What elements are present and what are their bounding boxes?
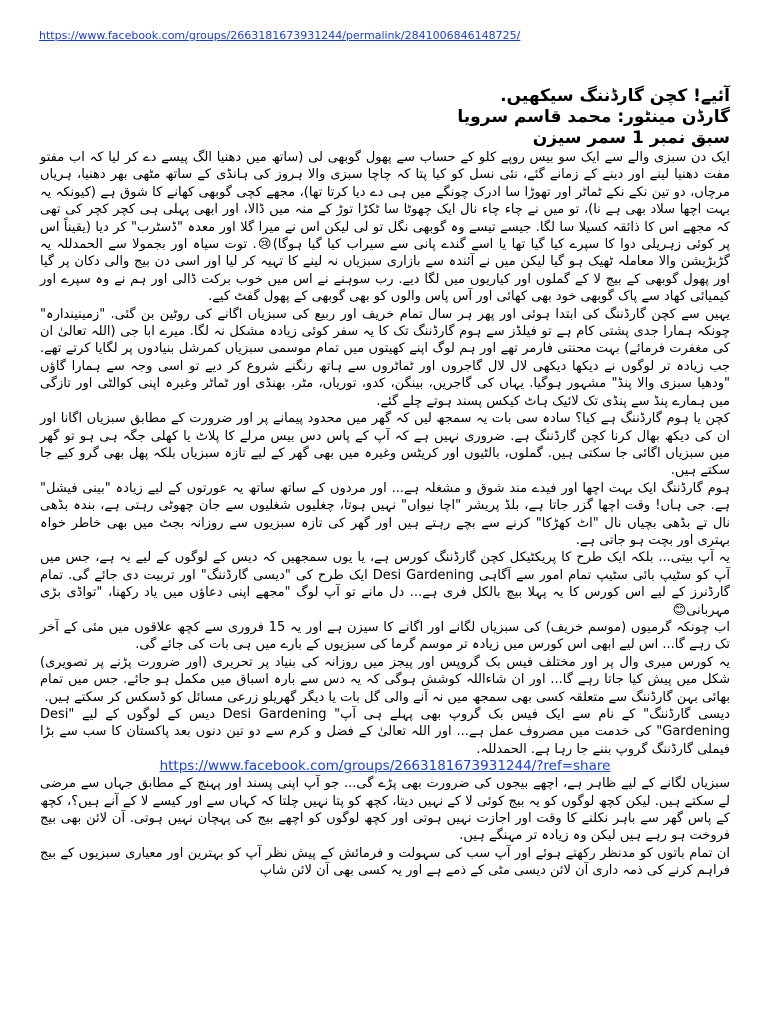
- paragraph-beginning: یہیں سے کچن گارڈننگ کی ابتدا ہوئی اور پھر ہر سال تمام خریف اور ربیع کی سبزیاں اگانے کی روٹین بن گئی. "زمینیندارہ" چونکہ ہمارا جدی پشتی کام ہے تو فیلڈز سے ہوم گارڈننگ تک کا یہ سفر کوئی زیادہ مشکل نہ لگا. میرے ابا جی (اللہ تعالیٰ ان کی مغفرت فرمائے) بہت محنتی فارمر تھے اور ہم لوگ اپنے کھیتوں میں تمام موسمی سبزیاں کمرشل بنیادوں پر لگایا کرتے تھے. جب زیادہ تر لوگوں نے دیکھا دیکھی لال لال گاجروں اور ٹماٹروں سے ہاتھ رنگنے شروع کر دیے تو اسی وجہ سے ہمارا گاؤں "ودھیا سبزی والا پنڈ" مشہور ہوگیا. یہاں کی گاجریں، بینگن، کدو، توریاں، مٹر، بھنڈی اور ٹماٹر وغیرہ اپنی کوالٹی اور تازگی میں ہمارے پنڈ سے پنڈی تک لائیک ہاٹ کیکس پسند ہوتے چلے گئے.: [40, 306, 730, 409]
- group-share-link[interactable]: https://www.facebook.com/groups/2663181673931244/?ref=share: [159, 758, 611, 775]
- paragraph-online-shop: ان تمام باتوں کو مدنظر رکھتے ہوئے اور آپ سب کی سہولت و فرمائش کے پیش نظر آپ کو بہترین اور معیاری سبزیوں کے بیج فراہم کرنے کی ذمہ داری آن لائن دیسی مٹی کے ذمے ہے اور یہ کسی بھی آن لائن شاپ: [40, 845, 730, 879]
- paragraph-course: یہ آپ بیتی... بلکہ ایک طرح کا پریکٹیکل کچن گارڈننگ کورس ہے، یا یوں سمجھیں کہ دیس کے لوگوں کے لیے یہ ہے، جس میں آپ کو سٹیپ بائی سٹیپ تمام امور سے آگاہی Desi Gardening ایک طرح کی "دیسی گارڈننگ" اور تربیت دی جائے گی. تمام گارڈنرز کے لیے اس کورس کا یہ پہلا بیچ بالکل فری ہے... دل مانے تو آپ لوگ "مجھے اپنی دعاؤں میں یاد رکھنا، "تواڈی بڑی مہربانی😊: [40, 550, 730, 618]
- article-body: [40, 86, 730, 880]
- paragraph-format: یہ کورس میری وال پر اور مختلف فیس بک گروپس اور پیجز میں روزانہ کی بنیاد پر تحریری (اور ضرورت پڑنے پر تصویری) شکل میں پیش کیا جاتا رہے گا... اور ان شاءاللہ کوشش ہوگی کہ یہ دس سے بارہ اسباق میں مکمل ہو جائے. جس میں تمام بھائی بہن گارڈننگ سے متعلقہ کسی بھی سمجھ میں نہ آنے والی گل بات یا دیگر گھریلو زرعی مسائل کو ڈسکس کر سکتے ہیں.: [40, 654, 730, 705]
- paragraph-seeds: سبزیاں لگانے کے لیے ظاہر ہے، اچھے بیجوں کی ضرورت بھی پڑے گی... جو آپ اپنی پسند اور پہنچ کے مطابق جہاں سے مرضی لے سکتے ہیں. لیکن کچھ لوگوں کو یہ بیج کوئی لا کے نہیں دیتا، کچھ کو پتا نہیں چلتا کہ کہاں سے اور کیسے لا کے آنے ہیں؟، کچھ کے پاس گھر سے باہر نکلنے کا وقت اور اجازت نہیں ہوتی اور کچھ لوگوں کو اچھے بیج کی پہچان نہیں ہوتی. آن لائن بھی بیج فروخت ہو رہے ہیں لیکن وہ زیادہ تر مہنگے ہیں.: [40, 776, 730, 844]
- group-link-line: [40, 758, 730, 775]
- paragraph-intro: ایک دن سبزی والے سے ایک سو بیس روپے کلو کے حساب سے پھول گوبھی لی (ساتھ میں دھنیا الگ پیسے دے کر لیا کہ اب مفتو مفت دھنیا لینے اور دینے کے زمانے گئے، نئی نسل کو کیا پتا کہ چاچا سبزی والا ہروز کی ہانڈی کے ساتھ مٹھی بھر دھنیا، ہریاں مرچاں، دو تین نکے نکے ٹماٹر اور تھوڑا سا ادرک چونگے میں ہی دے دیا کرتا تھا)، مجھے کچی گوبھی کھانے کا شوق ہے (کیونکہ یہ بہت اچھا سلاد بھی ہے نا)، تو میں نے چاء چاء نال ایک چھوٹا سا ٹکڑا توڑ کے منہ میں ڈالا، اور ابھی پہلی ہی کچر کچر کی تھی کہ مجھے اس کا ذائقہ کسیلا سا لگا. جیسے تیسے وہ گوبھی نگل تو لی لیکن اس نے میرا گلا اور معدہ "ڈسٹرب" کر دیا (یقیناً اس پر کوئی زہریلی دوا کا سپرے کیا گیا تھا یا اسے گندے پانی سے سیراب کیا گیا ہوگا)😢. توت سیاہ اور بجمولا سے الحمدللہ یہ گڑبڑیشن والا معاملہ ٹھیک ہو گیا لیکن میں نے آئندہ سے بازاری سبزیاں نہ لینے کا تہیہ کر لیا اور اسی دن بیج والی دکان پر گیا اور پھول گوبھی کے بیج لا کے گملوں اور کیاریوں میں لگا دیے. رب سوہنے نے اس میں خوب برکت ڈالی اور ہم نے وہ سپرے اور کیمیائی کھاد سے پاک گوبھی خود بھی کھائی اور آس پاس والوں کو بھی گوبھی کے پھول گفٹ کیے.: [40, 150, 730, 305]
- mentor-heading: گارڈن مینٹور: محمد قاسم سرویا: [457, 107, 730, 127]
- post-url-link[interactable]: https://www.facebook.com/groups/2663181673931244/permalink/2841006846148725/: [39, 29, 521, 42]
- paragraph-season: اب چونکہ گرمیوں (موسم خریف) کی سبزیاں لگانے اور اگانے کا سیزن ہے اور یہ 15 فروری سے کچھ علاقوں میں مئی کے آخر تک رہے گا... اس لیے ابھی اس کورس میں زیادہ تر موسم گرما کی سبزیوں کے بارے میں ہی بات کی جائے گی.: [40, 619, 730, 653]
- paragraph-group: دیسی گارڈننگ" کے نام سے ایک فیس بک گروپ بھی پہلے ہی آپ" Desi Gardening دیس کے لوگوں کے لیے "Desi Gardening" کی خدمت میں مصروف عمل ہے... اور اللہ تعالیٰ کے فضل و کرم سے دو تین دنوں بعد پاکستان کا سب سے بڑا فیملی گارڈننگ گروپ بننے جا رہا ہے. الحمدللہ.: [40, 707, 731, 757]
- title-heading: آئیے! کچن گارڈننگ سیکھیں.: [500, 86, 730, 106]
- paragraph-benefits: ہوم گارڈننگ ایک بہت اچھا اور فیدے مند شوق و مشغلہ ہے... اور مردوں کے ساتھ ساتھ یہ عورتوں کے لیے زیادہ "بینی فیشل" ہے. جی ہاں! وقت اچھا گزر جاتا ہے، بلڈ پریشر "اچا نیواں" نہیں ہوتا، چغلیوں شغلیوں سے جان چھوٹی رہتی ہے، بندہ بڈھی نال تے بڈھی بچیاں نال "اٹ کھڑکا" کرنے سے بچے رہتے ہیں اور گھر کی تازہ سبزیوں سے روزانہ بجٹ میں بھی خاطر خواہ بہتری اور بچت ہو جاتی ہے.: [40, 480, 730, 548]
- lesson-heading: سبق نمبر 1 سمر سیزن: [532, 128, 730, 148]
- paragraph-definition: کچن یا ہوم گارڈننگ ہے کیا؟ سادہ سی بات یہ سمجھ لیں کہ گھر میں محدود پیمانے پر اور ضرورت کے مطابق سبزیاں اگانا اور ان کی دیکھ بھال کرنا کچن گارڈننگ ہے. ضروری نہیں ہے کہ آپ کے پاس دس بیس مرلے کا پلاٹ یا کھلی جگہ ہی ہو تو گھر میں سبزیاں اگائی جا سکتی ہیں. گملوں، بالٹیوں اور کریٹس وغیرہ میں بھی گھر کے لیے تازہ سبزیاں بلکہ پھل بھی گرو کیے جا سکتے ہیں.: [40, 411, 730, 479]
